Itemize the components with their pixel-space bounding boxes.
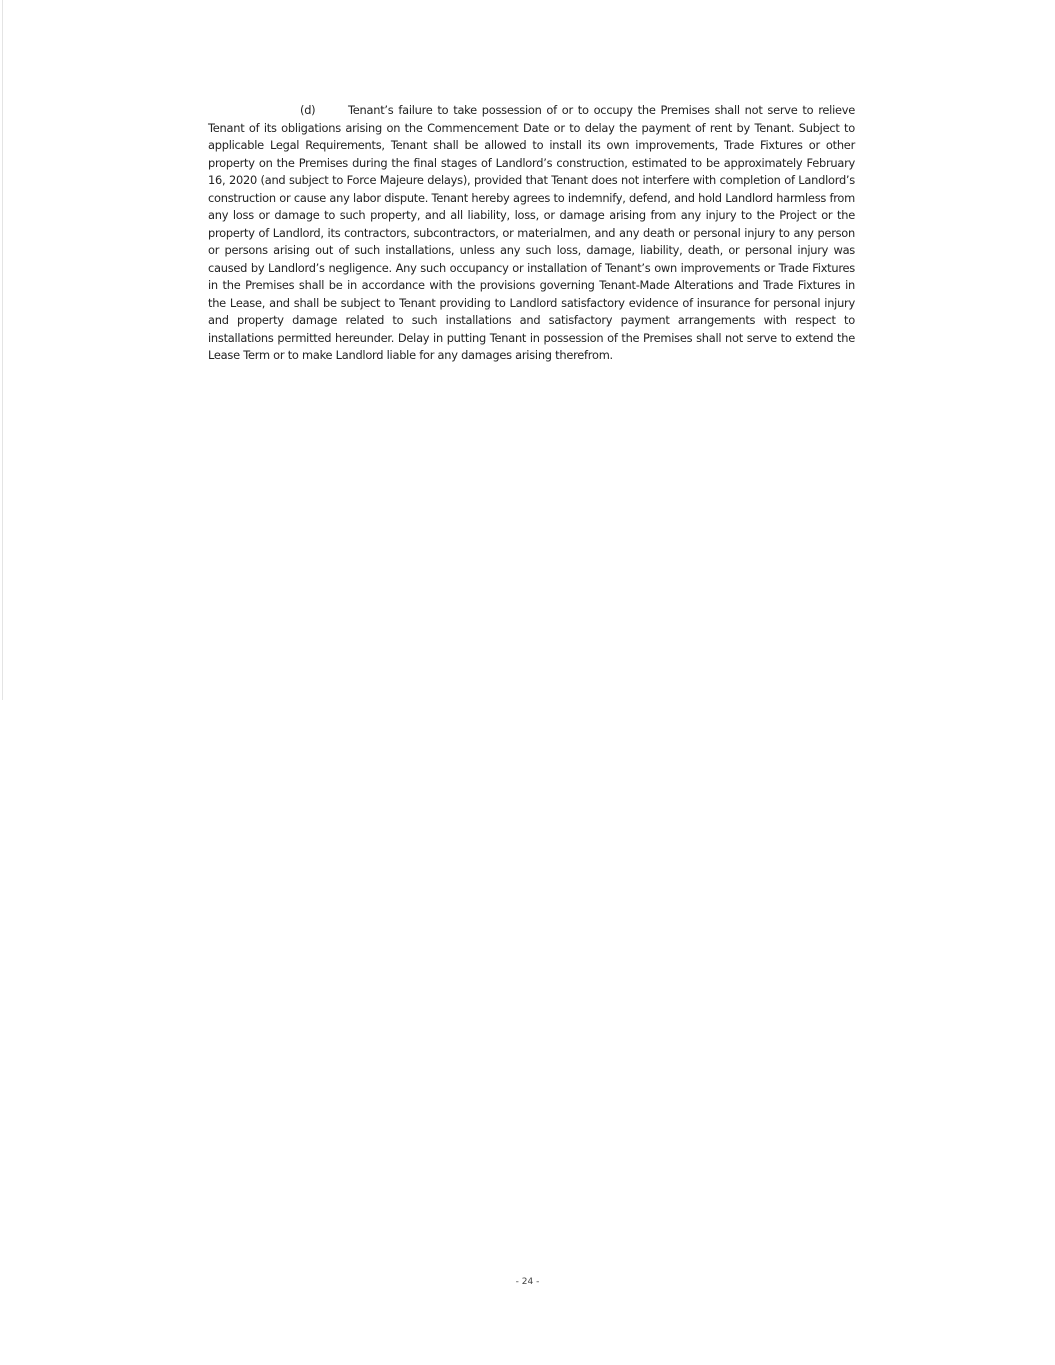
lease-paragraph-d — [208, 102, 855, 365]
scan-edge-line — [2, 0, 3, 700]
paragraph-text: Tenant’s failure to take possession of or to occupy the Premises shall not serve to relieve Tenant of its obligations arising on the Commencement Date or to delay the payment of rent by Tenant. Subject to applicable Legal Requirements, Tenant shall be allowed to install its own improvements, Trade Fixtures or other property on the Premises during the final stages of Landlord’s construction, estimated to be approximately February 16, 2020 (and subject to Force Majeure delays), provided that Tenant does not interfere with completion of Landlord’s construction or cause any labor dispute. Tenant hereby agrees to indemnify, defend, and hold Landlord harmless from any loss or damage to such property, and all liability, loss, or damage arising from any injury to the Project or the property of Landlord, its contractors, subcontractors, or materialmen, and any death or personal injury to any person or persons arising out of such installations, unless any such loss, damage, liability, death, or personal injury was caused by Landlord’s negligence. Any such occupancy or installation of Tenant’s own improvements or Trade Fixtures in the Premises shall be in accordance with the provisions governing Tenant-Made Alterations and Trade Fixtures in the Lease, and shall be subject to Tenant providing to Landlord satisfactory evidence of insurance for personal injury and property damage related to such installations and satisfactory payment arrangements with respect to installations permitted hereunder. Delay in putting Tenant in possession of the Premises shall not serve to extend the Lease Term or to make Landlord liable for any damages arising therefrom. — [208, 103, 855, 362]
page-number: - 24 - — [515, 1277, 540, 1287]
paragraph-label: (d) — [300, 103, 316, 117]
